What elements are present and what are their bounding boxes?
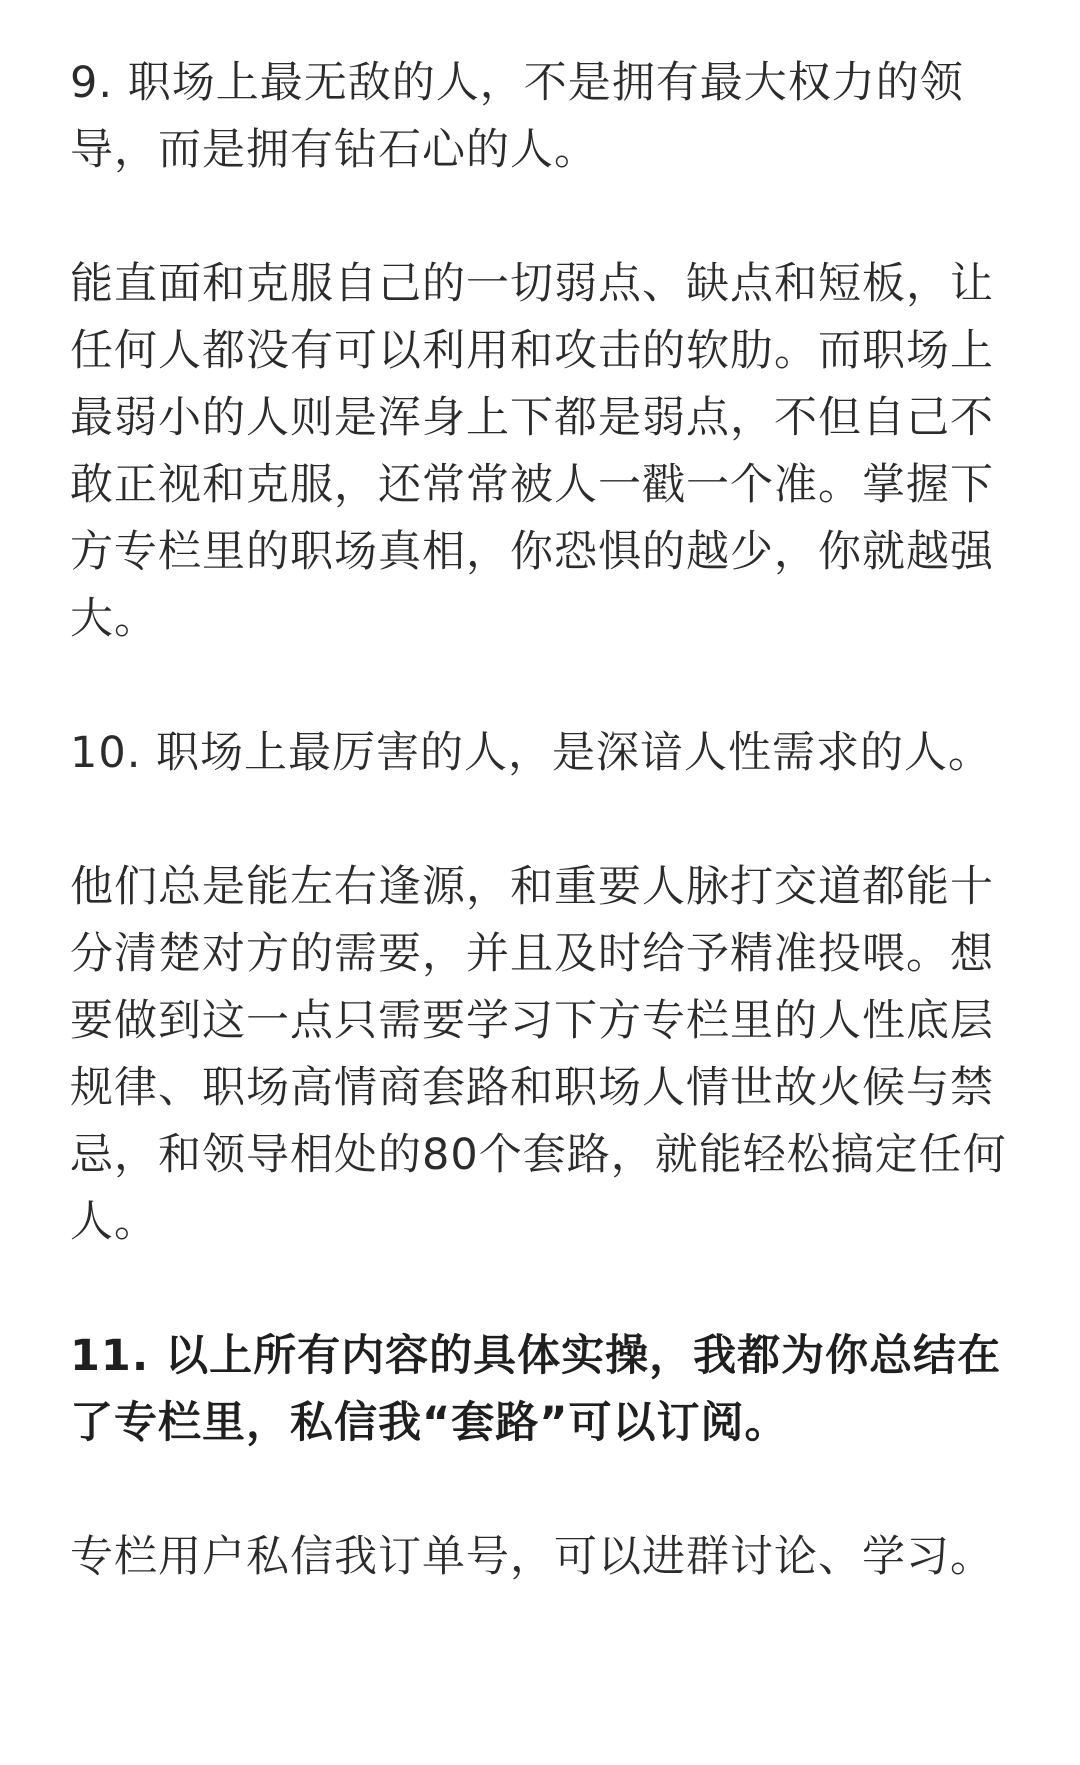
- paragraph-11-callout: 11. 以上所有内容的具体实操，我都为你总结在了专栏里，私信我“套路”可以订阅。: [70, 1331, 1002, 1448]
- paragraph-9-heading: 9. 职场上最无敌的人，不是拥有最大权力的领导，而是拥有钻石心的人。: [70, 58, 964, 175]
- paragraph-10-body: 他们总是能左右逢源，和重要人脉打交道都能十分清楚对方的需要，并且及时给予精准投喂。想要做到这一点只需要学习下方专栏里的人性底层规律、职场高情商套路和职场人情世故火候与禁忌，和领导相处的80个套路，就能轻松搞定任何人。: [70, 862, 1007, 1247]
- paragraph-9-body: 能直面和克服自己的一切弱点、缺点和短板，让任何人都没有可以利用和攻击的软肋。而职场上最弱小的人则是浑身上下都是弱点，不但自己不敢正视和克服，还常常被人一戳一个准。掌握下方专栏里的职场真相，你恐惧的越少，你就越强大。: [70, 259, 994, 644]
- paragraph-subscriber-note: 专栏用户私信我订单号，可以进群讨论、学习。: [70, 1532, 994, 1582]
- paragraph-10-heading: 10. 职场上最厉害的人，是深谙人性需求的人。: [70, 728, 993, 778]
